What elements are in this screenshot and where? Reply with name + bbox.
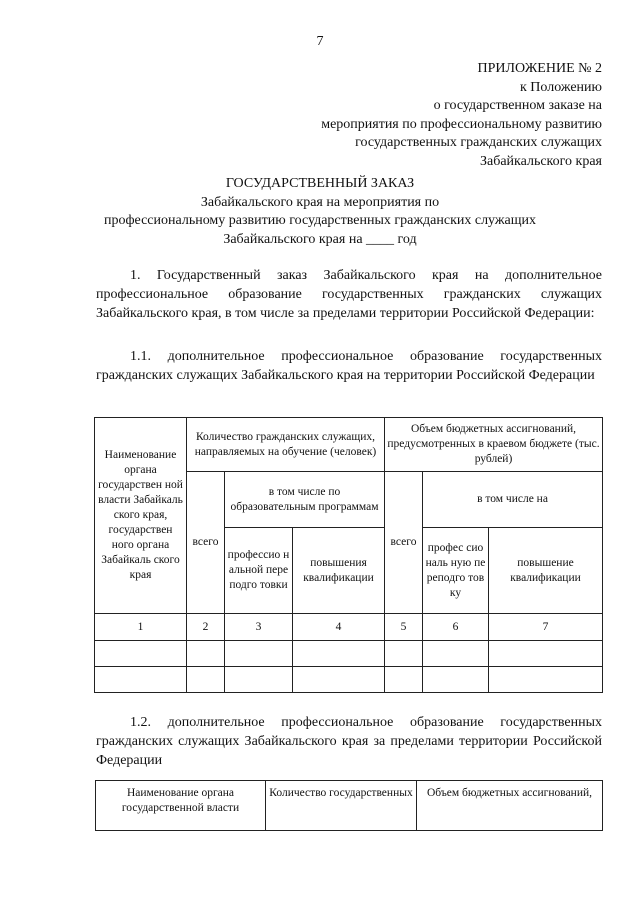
title-line: профессиональному развитию государственных гражданских служащих [103,213,537,228]
col-header-retraining: профес сиональ ную переподго товку [423,528,489,614]
appendix-line: ПРИЛОЖЕНИЕ № 2 [477,61,602,76]
column-number: 6 [423,614,489,641]
appendix-line: о государственном заказе на [433,98,602,113]
table-cell [385,641,423,667]
table-row [95,667,603,693]
column-number-row [95,614,603,641]
col-header-budget: Объем бюджетных ассигнований, [417,781,603,831]
paragraph-1-2: 1.2. дополнительное профессиональное образование государственных гражданских служащих Забайкальского края за пределами территории Российской Федерации [96,715,602,768]
table-cell [489,641,603,667]
column-number: 2 [187,614,225,641]
table-cell [423,641,489,667]
col-header-qualification: повышение квалификации [489,528,603,614]
table-cell [225,667,293,693]
order-table-domestic [94,417,603,693]
appendix-line: Забайкальского края [479,153,602,169]
column-number: 7 [489,614,603,641]
title-heading: ГОСУДАРСТВЕННЫЙ ЗАКАЗ [225,176,415,191]
appendix-line: мероприятия по профессиональному развитию [321,116,602,132]
column-number: 5 [385,614,423,641]
document-title [0,175,640,249]
table-cell [293,667,385,693]
col-header-programs: в том числе по образовательным программам [225,472,385,528]
table-cell [95,667,187,693]
table-row [95,641,603,667]
col-header-employee-count: Количество гражданских служащих, направляемых на обучение (человек) [187,418,385,472]
table-cell [225,641,293,667]
table-cell [95,641,187,667]
paragraph-1-1: 1.1. дополнительное профессиональное образование государственных гражданских служащих Забайкальского края на территории Российской Федерации [96,349,602,383]
col-header-qualification: повышения квалификации [293,528,385,614]
col-header-including: в том числе на [423,472,603,528]
col-header-budget: Объем бюджетных ассигнований, предусмотренных в краевом бюджете (тыс. рублей) [385,418,603,472]
table-cell [187,667,225,693]
appendix-line: к Положению [519,79,602,95]
col-header-total: всего [187,472,225,614]
col-header-total: всего [385,472,423,614]
column-number: 1 [95,614,187,641]
column-number: 4 [293,614,385,641]
table-cell [187,641,225,667]
column-number: 3 [225,614,293,641]
title-line: Забайкальского края на ____ год [223,231,417,247]
table-cell [293,641,385,667]
table-cell [423,667,489,693]
col-header-organization: Наименование органа государствен ной власти Забайкаль ского края, государствен ного органа Забайкаль ского края [95,418,187,614]
col-header-employee-count: Количество государственных [266,781,417,831]
paragraph-1: 1. Государственный заказ Забайкальского края на дополнительное профессиональное образование государственных гражданских служащих Забайкальского края, в том числе за пределами территории Российской Федерации: [96,268,602,321]
table-cell [385,667,423,693]
order-table-abroad [95,780,603,831]
table-cell [489,667,603,693]
page-number: 7 [316,34,324,49]
col-header-organization: Наименование органа государственной власти [96,781,266,831]
title-line: Забайкальского края на мероприятия по [200,194,440,210]
col-header-retraining: профессио нальной переподго товки [225,528,293,614]
appendix-header [321,60,602,171]
appendix-line: государственных гражданских служащих [355,135,602,150]
